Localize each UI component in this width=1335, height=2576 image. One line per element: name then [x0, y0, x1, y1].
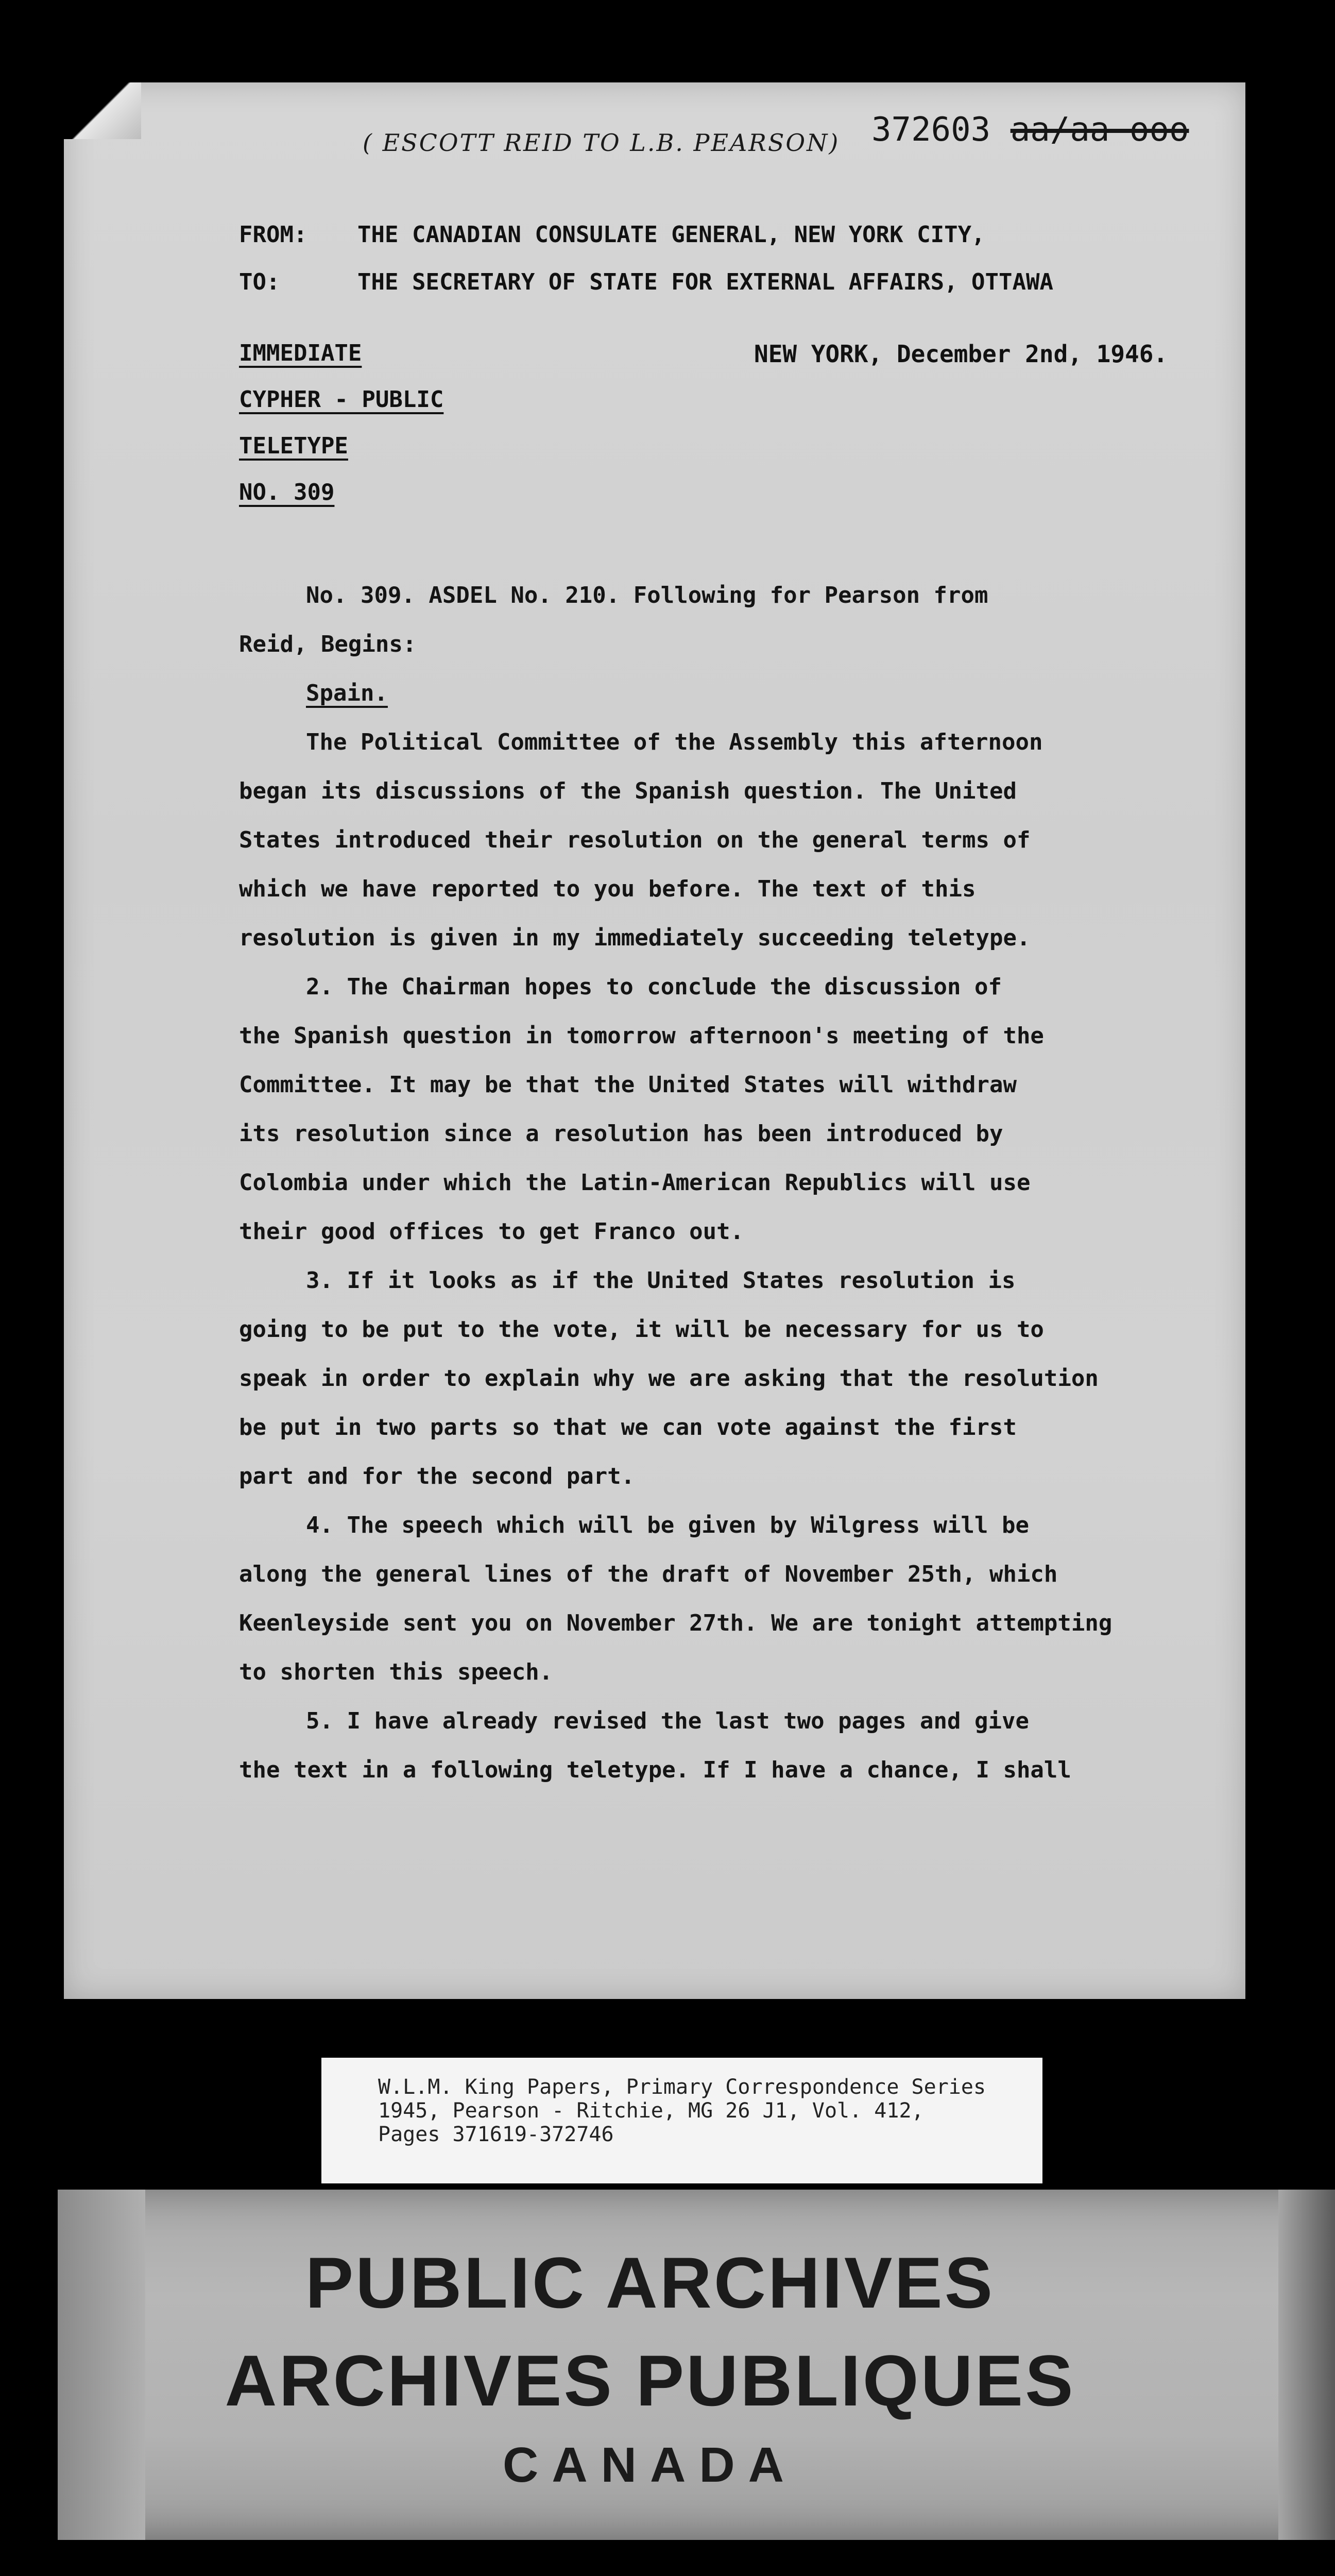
- body-line: No. 309. ASDEL No. 210. Following for Pearson from: [306, 582, 988, 608]
- section-heading-spain: Spain.: [306, 680, 388, 706]
- to-value: THE SECRETARY OF STATE FOR EXTERNAL AFFAIRS, OTTAWA: [357, 269, 1054, 295]
- cipher-caption: CYPHER - PUBLIC: [239, 386, 444, 413]
- document-number-struck: aa/aa-ooo: [1010, 111, 1189, 149]
- body-line: going to be put to the vote, it will be necessary for us to: [239, 1316, 1044, 1343]
- body-line: Reid, Begins:: [239, 631, 417, 657]
- body-line: Committee. It may be that the United States will withdraw: [239, 1072, 1017, 1098]
- archives-title-french: ARCHIVES PUBLIQUES: [225, 2340, 1075, 2421]
- from-row: [239, 222, 985, 248]
- body-line: speak in order to explain why we are asking that the resolution: [239, 1365, 1099, 1392]
- priority-caption: IMMEDIATE: [239, 340, 362, 366]
- body-line: their good offices to get Franco out.: [239, 1218, 744, 1245]
- body-line: its resolution since a resolution has been introduced by: [239, 1121, 1003, 1147]
- to-label: TO:: [239, 269, 280, 295]
- body-line: be put in two parts so that we can vote against the first: [239, 1414, 1017, 1440]
- citation-label: [321, 2058, 1042, 2183]
- handwritten-note: ( ESCOTT REID TO L.B. PEARSON): [363, 129, 840, 157]
- body-line: resolution is given in my immediately succeeding teletype.: [239, 925, 1031, 951]
- body-line: began its discussions of the Spanish question. The United: [239, 778, 1017, 804]
- to-row: [239, 269, 1053, 295]
- body-line: the Spanish question in tomorrow afternoon's meeting of the: [239, 1023, 1044, 1049]
- body-line: Keenleyside sent you on November 27th. We are tonight attempting: [239, 1610, 1112, 1636]
- citation-line: 1945, Pearson - Ritchie, MG 26 J1, Vol. 412,: [378, 2099, 924, 2123]
- channel-caption: TELETYPE: [239, 433, 348, 459]
- citation-line: W.L.M. King Papers, Primary Correspondence Series: [378, 2075, 986, 2099]
- body-line: 5. I have already revised the last two pages and give: [306, 1708, 1029, 1734]
- body-line: The Political Committee of the Assembly this afternoon: [306, 729, 1043, 755]
- body-line: which we have reported to you before. The text of this: [239, 876, 976, 902]
- folded-corner: [64, 82, 141, 139]
- archives-stamp-band: [58, 2190, 1335, 2540]
- citation-line: Pages 371619-372746: [378, 2123, 614, 2146]
- scanned-teletype-page: [64, 82, 1245, 1999]
- document-number: [871, 111, 1189, 149]
- message-number-caption: NO. 309: [239, 479, 335, 505]
- from-value: THE CANADIAN CONSULATE GENERAL, NEW YORK CITY,: [357, 222, 985, 248]
- body-line: to shorten this speech.: [239, 1659, 553, 1685]
- body-line: 2. The Chairman hopes to conclude the discussion of: [306, 974, 1002, 1000]
- dateline: NEW YORK, December 2nd, 1946.: [754, 340, 1168, 368]
- body-line: 4. The speech which will be given by Wilgress will be: [306, 1512, 1029, 1538]
- body-line: Colombia under which the Latin-American Republics will use: [239, 1170, 1031, 1196]
- archives-country: CANADA: [503, 2437, 797, 2493]
- from-label: FROM:: [239, 222, 307, 248]
- body-line: States introduced their resolution on the general terms of: [239, 827, 1031, 853]
- document-number-value: 372603: [871, 111, 991, 149]
- archives-title-english: PUBLIC ARCHIVES: [305, 2242, 995, 2323]
- body-line: part and for the second part.: [239, 1463, 635, 1489]
- body-line: along the general lines of the draft of November 25th, which: [239, 1561, 1058, 1587]
- body-line: 3. If it looks as if the United States resolution is: [306, 1267, 1016, 1294]
- body-line: the text in a following teletype. If I have a chance, I shall: [239, 1757, 1071, 1783]
- band-edge-right: [1278, 2190, 1335, 2540]
